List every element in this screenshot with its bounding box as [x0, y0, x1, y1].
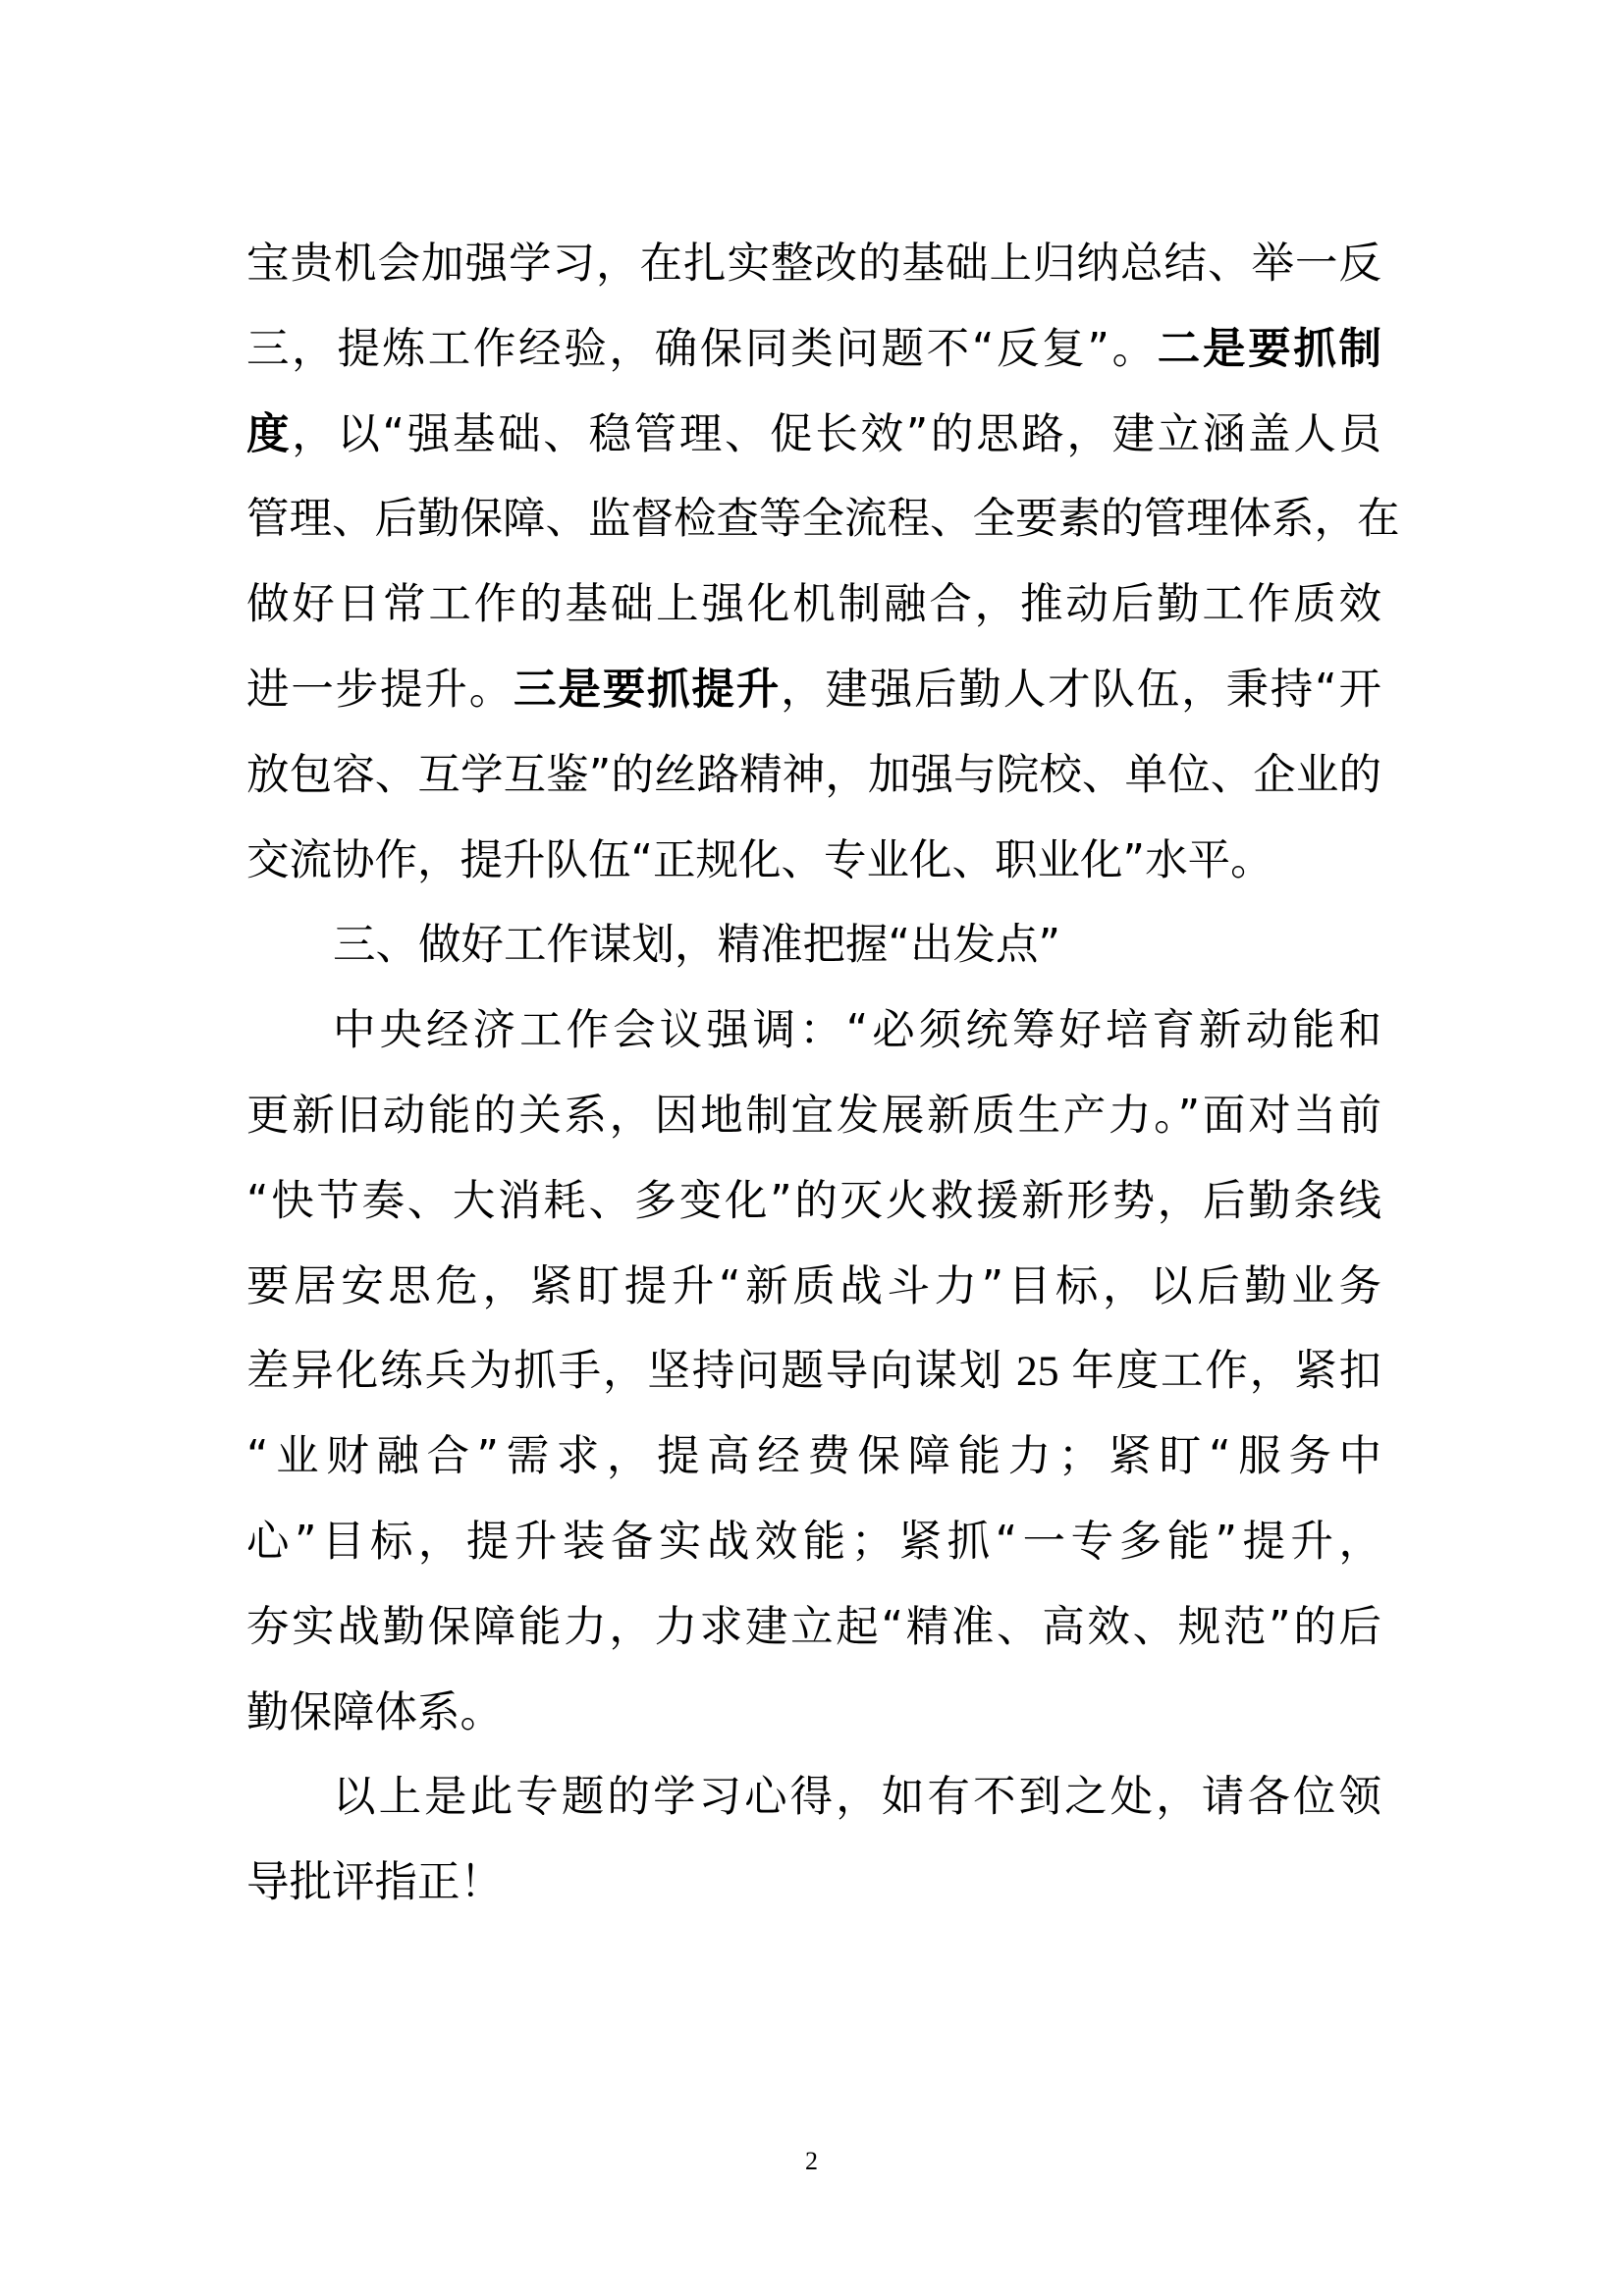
text-line: 勤保障体系。: [246, 1687, 503, 1737]
closing-paragraph: [246, 1755, 1381, 1926]
text-line: 中央经济工作会议强调：“必须统筹好培育新动能和: [333, 1006, 1381, 1056]
text-line: “快节奏、大消耗、多变化”的灭火救援新形势，后勤条线: [246, 1176, 1381, 1226]
text-line: 夯实战勤保障能力，力求建立起“精准、高效、规范”的后: [246, 1602, 1381, 1652]
paragraph: [246, 988, 1381, 1755]
bold-point-three: 三是要抓提升: [514, 665, 782, 715]
text-line: 导批评指正！: [246, 1858, 503, 1908]
text-line: 进一步提升。三是要抓提升，建强后勤人才队伍，秉持“开: [246, 665, 1381, 715]
text-line: “业财融合”需求，提高经费保障能力；紧盯“服务中: [246, 1432, 1381, 1482]
text-line: 放包容、互学互鉴”的丝路精神，加强与院校、单位、企业的: [246, 750, 1381, 800]
text-line: 做好日常工作的基础上强化机制融合，推动后勤工作质效: [246, 580, 1381, 630]
text-line: 要居安思危，紧盯提升“新质战斗力”目标，以后勤业务: [246, 1261, 1381, 1311]
heading-line: 三、做好工作谋划，精准把握“出发点”: [333, 921, 1061, 971]
text-line: 宝贵机会加强学习，在扎实整改的基础上归纳总结、举一反: [246, 240, 1381, 289]
bold-point-two-end: 度: [246, 409, 293, 459]
text-line: 以上是此专题的学习心得，如有不到之处，请各位领: [333, 1773, 1381, 1823]
page-number: 2: [805, 2147, 818, 2175]
year-number: 25: [1003, 1348, 1072, 1396]
text-line: 管理、后勤保障、监督检查等全流程、全要素的管理体系，在: [246, 495, 1400, 545]
bold-point-two: 二是要抓制: [1157, 324, 1382, 374]
text-line: 交流协作，提升队伍“正规化、专业化、职业化”水平。: [246, 835, 1273, 885]
text-line: 度，以“强基础、稳管理、促长效”的思路，建立涵盖人员: [246, 409, 1382, 459]
text-line: 差异化练兵为抓手，坚持问题导向谋划 25 年度工作，紧扣: [246, 1347, 1382, 1397]
body-text: [246, 222, 1400, 1926]
text-line: 心”目标，提升装备实战效能；紧抓“一专多能”提升，: [246, 1517, 1381, 1567]
text-line: 三，提炼工作经验，确保同类问题不“反复”。二是要抓制: [246, 324, 1382, 374]
paragraph-continuation: [246, 222, 1400, 903]
section-heading: [246, 903, 1381, 988]
text-line: 更新旧动能的关系，因地制宜发展新质生产力。”面对当前: [246, 1091, 1381, 1141]
